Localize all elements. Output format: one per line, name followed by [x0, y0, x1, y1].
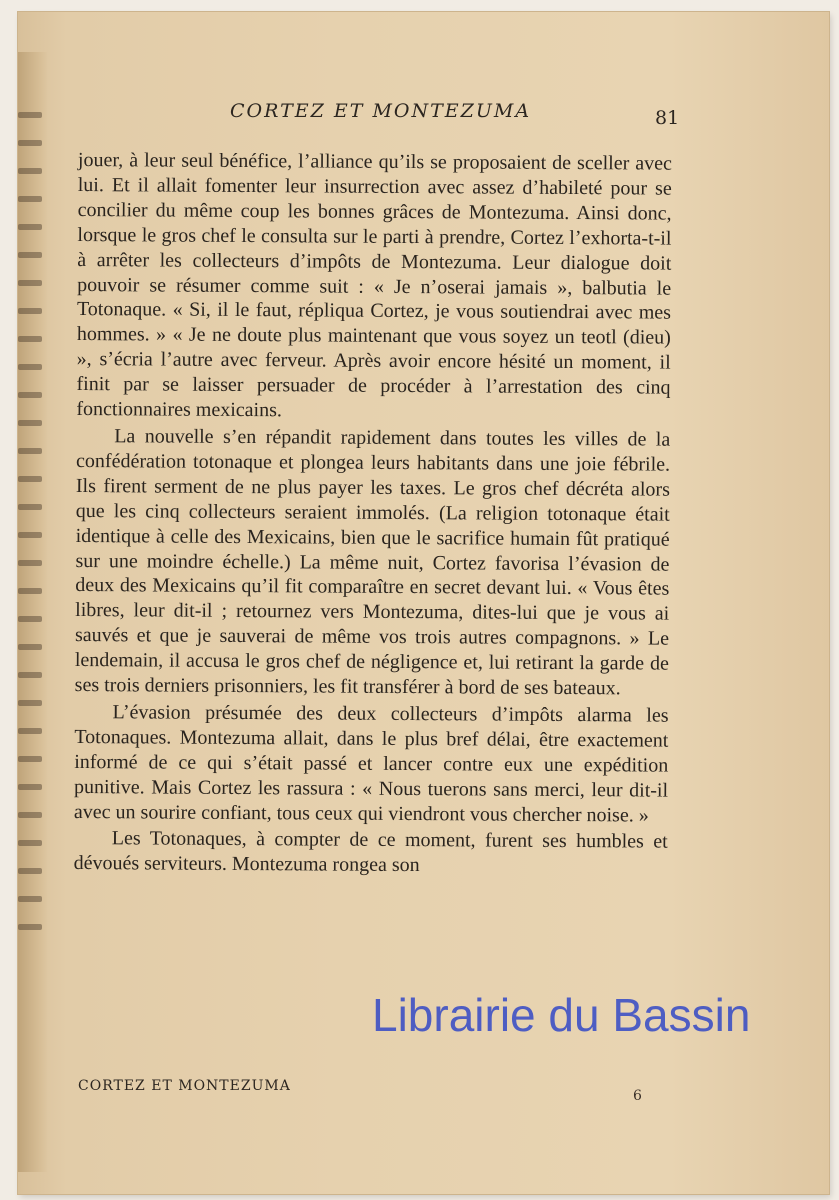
paragraph: La nouvelle s’en répandit rapidement dans toutes les villes de la confédération totonaque et plongea leurs habitants dans une joie fébrile. Ils firent serment de ne plus payer les taxes. Le gros chef décréta alors que les cinq collecteurs seraient immolés. (La religion totonaque était identique à celle des Mexicains, bien que le sacrifice humain fût pratiqué sur une moindre échelle.) La même nuit, Cortez favorisa l’évasion de deux des Mexicains qu’il fit comparaître en secret devant lui. « Vous êtes libres, leur dit-il ; retournez vers Montezuma, dites-lui que je vous ai sauvés et que je sauverai de même vos trois autres compagnons. » Le lendemain, il accusa le gros chef de négligence et, lui retirant la garde de ses trois derniers prisonniers, les fit transférer à bord de ses bateaux. — [74, 425, 671, 700]
paragraph: Les Totonaques, à compter de ce moment, furent ses humbles et dévoués serviteurs. Montezuma rongea son — [73, 827, 668, 877]
bookseller-watermark: Librairie du Bassin — [372, 989, 751, 1041]
body-text — [74, 148, 672, 880]
paragraph: jouer, à leur seul bénéfice, l’alliance qu’ils se proposaient de sceller avec lui. Et il allait fomenter leur insurrection avec assez d’habileté pour se concilier du même coup les bonnes grâces de Montezuma. Ainsi donc, lorsque le gros chef le consulta sur le parti à prendre, Cortez l’exhorta-t-il à arrêter les collecteurs d’impôts de Montezuma. Leur dialogue doit pouvoir se résumer comme suit : « Je n’oserai jamais », balbutia le Totonaque. « Si, il le faut, répliqua Cortez, je vous soutiendrai avec mes hommes. » « Je ne doute plus maintenant que vous soyez un teotl (dieu) », s’écria l’autre avec ferveur. Après avoir encore hésité un moment, il finit par se laisser persuader de procéder à l’arrestation des cinq fonctionnaires mexicains. — [76, 148, 672, 422]
page-number: 81 — [655, 107, 680, 129]
running-head-title: CORTEZ ET MONTEZUMA — [230, 100, 532, 122]
facing-page-edge — [18, 52, 48, 1172]
paragraph: L’évasion présumée des deux collecteurs d’impôts alarma les Totonaques. Montezuma allait, dans le plus bref délai, être exactement informé de ce qui s’était passé et lancer contre eux une expédition punitive. Mais Cortez les rassura : « Nous tuerons sans merci, leur dit-il avec un sourire confiant, tous ceux qui viendront vous chercher noise. » — [73, 701, 669, 827]
footer-book-title: CORTEZ ET MONTEZUMA — [78, 1078, 291, 1094]
show-through-text — [18, 112, 42, 1012]
signature-mark: 6 — [633, 1088, 642, 1104]
